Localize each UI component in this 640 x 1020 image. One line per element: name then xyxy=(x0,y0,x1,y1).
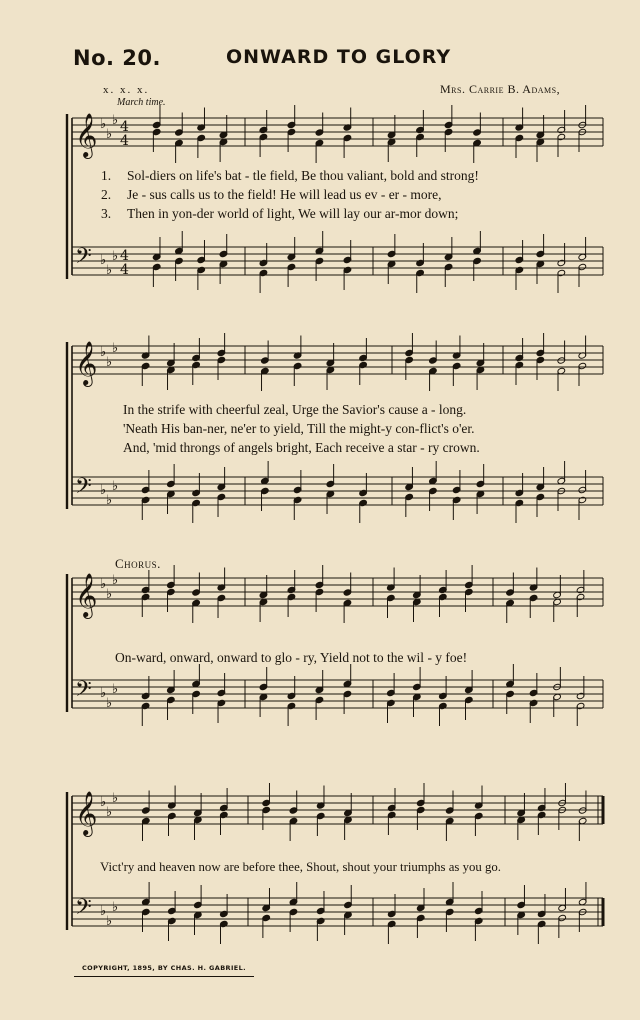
music-systems xyxy=(67,105,603,944)
flat-sign: ♭ xyxy=(112,573,119,588)
chorus-line-2: Vict'ry and heaven now are before thee, Shout, shout your triumphs as you go. xyxy=(100,860,501,874)
verse-1-line-2: In the strife with cheerful zeal, Urge the Savior's cause a - long. xyxy=(123,402,467,417)
time-signature-top: 4 xyxy=(120,248,129,264)
flat-sign: ♭ xyxy=(106,805,113,820)
flat-sign: ♭ xyxy=(106,587,113,602)
flat-sign: ♭ xyxy=(112,113,119,128)
tempo-marking: March time. xyxy=(117,97,166,108)
time-signature-bottom: 4 xyxy=(120,133,129,149)
copyright-notice: COPYRIGHT, 1895, BY CHAS. H. GABRIEL. xyxy=(82,964,247,972)
flat-sign: ♭ xyxy=(100,117,107,132)
flat-sign: ♭ xyxy=(100,904,107,919)
time-signature-bottom: 4 xyxy=(120,262,129,278)
lyric-text: Je - sus calls us to the field! He will lead us ev - er - more, xyxy=(127,187,442,202)
hymn-number: No. 20. xyxy=(73,46,161,70)
verse-3-line-1 xyxy=(101,206,458,222)
bass-clef: 𝄢 xyxy=(75,677,92,707)
flat-sign: ♭ xyxy=(106,493,113,508)
bass-clef: 𝄢 xyxy=(75,474,92,504)
flat-sign: ♭ xyxy=(112,249,119,264)
flat-sign: ♭ xyxy=(100,253,107,268)
hymn-title: ONWARD TO GLORY xyxy=(226,46,452,68)
lyric-text: Then in yon-der world of light, We will lay our ar-mor down; xyxy=(127,206,459,221)
flat-sign: ♭ xyxy=(100,483,107,498)
flat-sign: ♭ xyxy=(112,900,119,915)
flat-sign: ♭ xyxy=(100,795,107,810)
lyric-text: Sol-diers on life's bat - tle field, Be thou valiant, bold and strong! xyxy=(127,168,479,183)
bass-clef: 𝄢 xyxy=(75,244,92,274)
flat-sign: ♭ xyxy=(106,263,113,278)
flat-sign: ♭ xyxy=(100,577,107,592)
treble-clef: 𝄞 xyxy=(75,113,98,157)
verse-2-line-2: 'Neath His ban-ner, ne'er to yield, Till the might-y con-flict's o'er. xyxy=(123,421,475,436)
flat-sign: ♭ xyxy=(106,127,113,142)
verse-number: 3. xyxy=(101,206,112,221)
verse-2-line-1 xyxy=(101,187,442,203)
time-signature-top: 4 xyxy=(120,119,129,135)
hymn-author: Mrs. Carrie B. Adams, xyxy=(440,82,561,96)
copyright-rule xyxy=(74,976,254,977)
treble-clef: 𝄞 xyxy=(75,791,98,835)
flat-sign: ♭ xyxy=(112,479,119,494)
verse-3-line-2: And, 'mid throngs of angels bright, Each receive a star - ry crown. xyxy=(123,440,480,455)
treble-clef: 𝄞 xyxy=(75,573,98,617)
flat-sign: ♭ xyxy=(106,355,113,370)
flat-sign: ♭ xyxy=(100,345,107,360)
verse-number: 1. xyxy=(101,168,112,183)
flat-sign: ♭ xyxy=(112,682,119,697)
flat-sign: ♭ xyxy=(106,696,113,711)
hymn-meter: x. x. x. xyxy=(103,84,150,96)
flat-sign: ♭ xyxy=(112,341,119,356)
bass-clef: 𝄢 xyxy=(75,895,92,925)
verse-number: 2. xyxy=(101,187,112,202)
flat-sign: ♭ xyxy=(106,914,113,929)
chorus-label: Chorus. xyxy=(115,556,161,571)
treble-clef: 𝄞 xyxy=(75,341,98,385)
flat-sign: ♭ xyxy=(112,791,119,806)
verse-1-line-1 xyxy=(101,168,479,184)
chorus-line-1: On-ward, onward, onward to glo - ry, Yield not to the wil - y foe! xyxy=(115,650,468,665)
flat-sign: ♭ xyxy=(100,686,107,701)
